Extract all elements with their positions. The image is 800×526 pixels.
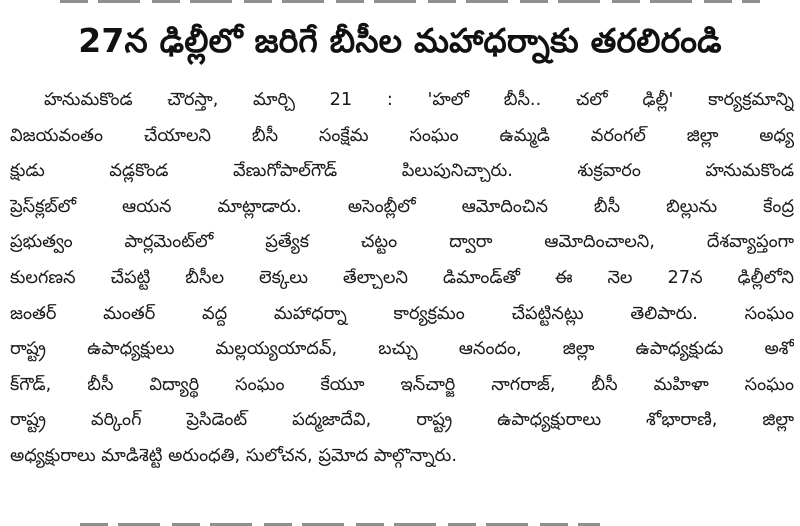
article-line: విజయవంతం చేయాలని బీసీ సంక్షేమ సంఘం ఉమ్మడి వరంగల్ జిల్లా అధ్య [10,124,794,146]
clipped-next-article [0,517,800,526]
article-line: జంతర్ మంతర్ వద్ద మహాధర్నా కార్యక్రమం చేపట్టినట్లు తెలిపారు. సంఘం [10,302,794,324]
article-line: క్షుడు వడ్లకొండ వేణుగోపాల్‌గౌడ్ పిలుపునిచ్చారు. శుక్రవారం హనుమకొండ [10,160,794,182]
article-line: ప్రభుత్వం పార్లమెంట్‌లో ప్రత్యేక చట్టం ద్వారా ఆమోదించాలని, దేశవ్యాప్తంగా [10,231,794,253]
clipped-text-fragment [60,0,760,3]
clipped-previous-article [0,0,800,9]
article-line: ప్రెస్‌క్లబ్‌లో ఆయన మాట్లాడారు. అసెంబ్లీలో ఆమోదించిన బీసీ బిల్లును కేంద్ర [10,195,794,217]
article-line: రాష్ట్ర వర్కింగ్ ప్రెసిడెంట్ పద్మజాదేవి, రాష్ట్ర ఉపాధ్యక్షురాలు శోభారాణి, జిల్లా [10,409,794,431]
article-body [10,82,794,474]
article-line: కులగణన చేపట్టి బీసీల లెక్కలు తేల్చాలని డిమాండ్‌తో ఈ నెల 27న ఢిల్లీలోని [10,266,794,288]
article-line: క్‌గౌడ్, బీసీ విద్యార్థి సంఘం కేయూ ఇన్‌చార్జి నాగరాజ్, బీసీ మహిళా సంఘం [10,373,794,395]
article-line: హనుమకొండ చౌరస్తా, మార్చి 21 : 'హలో బీసీ.. చలో ఢిల్లీ' కార్యక్రమాన్ని [44,89,794,110]
article-line: రాష్ట్ర ఉపాధ్యక్షులు మల్లయ్యయాదవ్, బచ్చు ఆనందం, జిల్లా ఉపాధ్యక్షుడు అశో [10,338,794,360]
article-line: అధ్యక్షురాలు మాడిశెట్టి అరుంధతి, సులోచన, ప్రమోద పాల్గొన్నారు. [10,444,457,466]
article-headline: 27న ఢిల్లీలో జరిగే బీసీల మహాధర్నాకు తరలిరండి [78,20,722,60]
